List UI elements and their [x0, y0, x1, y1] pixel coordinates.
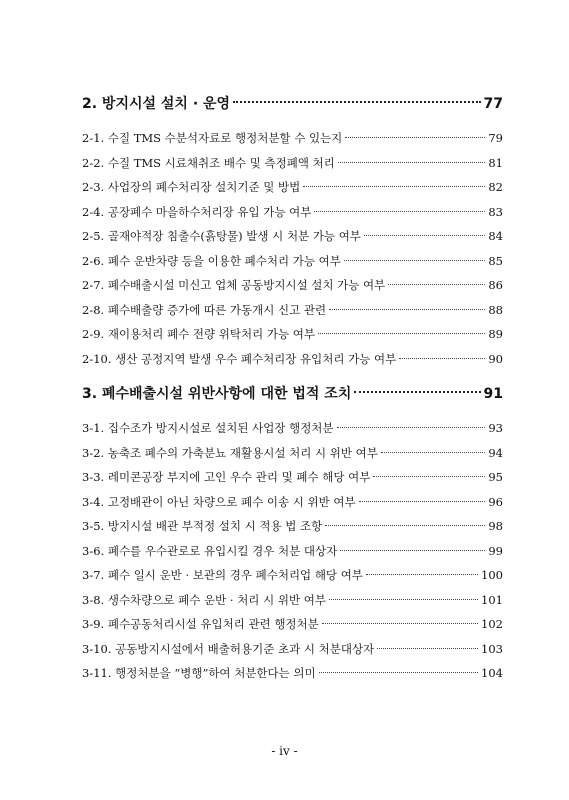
toc-item-list	[82, 126, 503, 371]
toc-item-page: 103	[481, 641, 503, 656]
dot-leader	[318, 333, 485, 334]
dot-leader	[340, 550, 485, 551]
toc-item-page: 81	[488, 155, 503, 170]
toc-item-page: 98	[488, 519, 503, 533]
toc-item-label: 3-8. 생수차량으로 폐수 운반 · 처리 시 위반 여부	[82, 592, 326, 607]
toc-item	[82, 175, 503, 200]
toc-item-list	[82, 416, 503, 686]
toc-item-label: 3-11. 행정처분을 “병행”하여 처분한다는 의미	[82, 666, 316, 680]
toc-item-label: 2-4. 공장폐수 마을하수처리장 유입 가능 여부	[82, 204, 312, 219]
dot-leader	[344, 260, 486, 261]
toc-item	[82, 661, 503, 686]
section-heading-page: 77	[483, 96, 503, 112]
dot-leader	[329, 599, 478, 600]
dot-leader	[364, 235, 485, 236]
section-heading-label: 3. 폐수배출시설 위반사항에 대한 법적 조치	[82, 386, 352, 402]
toc-item-label: 2-3. 사업장의 폐수처리장 설치기준 및 방법	[82, 180, 301, 194]
toc-item	[82, 347, 503, 372]
toc-item-label: 2-2. 수질 TMS 시료채취조 배수 및 측정폐액 처리	[82, 155, 335, 170]
toc-item	[82, 514, 503, 539]
toc-item-label: 3-2. 농축조 폐수의 가축분뇨 재활용시설 처리 시 위반 여부	[82, 445, 378, 460]
toc-item-label: 2-7. 폐수배출시설 미신고 업체 공동방지시설 설치 가능 여부	[82, 278, 386, 292]
toc-item	[82, 441, 503, 466]
toc-item	[82, 249, 503, 274]
toc-item	[82, 637, 503, 662]
toc-item	[82, 612, 503, 637]
dot-leader	[314, 211, 485, 212]
toc-item	[82, 416, 503, 441]
toc-item	[82, 490, 503, 515]
toc-item-label: 3-6. 폐수를 우수관로로 유입시킬 경우 처분 대상자	[82, 543, 338, 558]
toc-item-page: 99	[488, 543, 503, 558]
page-footer	[0, 744, 569, 758]
dot-leader	[338, 162, 486, 163]
toc-item	[82, 273, 503, 298]
toc-item	[82, 465, 503, 490]
toc-item-label: 2-6. 폐수 운반차량 등을 이용한 폐수처리 가능 여부	[82, 253, 341, 268]
toc-item-page: 83	[488, 204, 503, 219]
toc-item-page: 95	[488, 470, 503, 484]
toc-item	[82, 151, 503, 176]
toc-item-page: 89	[488, 327, 503, 341]
dot-leader	[303, 186, 485, 187]
section-heading	[82, 382, 503, 406]
toc-item-page: 102	[481, 617, 503, 631]
toc-item-page: 104	[481, 666, 503, 680]
toc-item-page: 96	[488, 494, 503, 509]
toc-item-page: 101	[481, 592, 503, 607]
toc-item	[82, 298, 503, 323]
dot-leader	[345, 137, 485, 138]
dot-leader	[359, 501, 486, 502]
toc-section-2	[82, 92, 503, 371]
toc-item-page: 79	[488, 131, 503, 145]
toc-section-3	[82, 382, 503, 686]
dot-leader	[329, 309, 485, 310]
page-number-label: - iv -	[271, 744, 298, 758]
toc-item-label: 3-7. 폐수 일시 운반 · 보관의 경우 폐수처리업 해당 여부	[82, 568, 363, 582]
toc-item	[82, 539, 503, 564]
toc-item-label: 3-5. 방지시설 배관 부적정 설치 시 적용 법 조항	[82, 519, 323, 533]
toc-item-page: 82	[488, 180, 503, 194]
toc-item-label: 3-9. 폐수공동처리시설 유입처리 관련 행정처분	[82, 617, 319, 631]
toc-item-label: 3-3. 레미콘공장 부지에 고인 우수 관리 및 폐수 해당 여부	[82, 470, 371, 484]
dot-leader	[337, 427, 486, 428]
dot-leader	[366, 574, 478, 575]
toc-item-label: 2-9. 재이용처리 폐수 전량 위탁처리 가능 여부	[82, 327, 315, 341]
toc-item-page: 84	[488, 229, 503, 243]
toc-item-page: 88	[488, 302, 503, 317]
toc-item	[82, 126, 503, 151]
toc-item-label: 2-5. 골재야적장 침출수(흙탕물) 발생 시 처분 가능 여부	[82, 229, 361, 243]
section-heading-page: 91	[483, 386, 503, 402]
toc-item-label: 3-1. 집수조가 방지시설로 설치된 사업장 행정처분	[82, 421, 334, 435]
dot-leader	[381, 452, 486, 453]
toc-item-page: 94	[488, 445, 503, 460]
dot-leader	[373, 476, 485, 477]
dot-leader	[322, 623, 478, 624]
toc-item-page: 85	[488, 253, 503, 268]
toc-item-label: 3-10. 공동방지시설에서 배출허용기준 초과 시 처분대상자	[82, 641, 375, 656]
dot-leader	[354, 391, 480, 393]
toc-item-label: 2-10. 생산 공정지역 발생 우수 폐수처리장 유입처리 가능 여부	[82, 351, 397, 366]
dot-leader	[319, 672, 478, 673]
section-heading	[82, 92, 503, 116]
toc-item-label: 2-8. 폐수배출량 증가에 따른 가동개시 신고 관련	[82, 302, 327, 317]
dot-leader	[233, 101, 480, 103]
dot-leader	[388, 284, 485, 285]
dot-leader	[377, 648, 478, 649]
dot-leader	[399, 358, 485, 359]
toc-item-label: 2-1. 수질 TMS 수분석자료로 행정처분할 수 있는지	[82, 131, 343, 145]
toc-item	[82, 588, 503, 613]
toc-item	[82, 200, 503, 225]
toc-item	[82, 322, 503, 347]
dot-leader	[325, 525, 485, 526]
section-heading-label: 2. 방지시설 설치 · 운영	[82, 96, 231, 112]
toc-item	[82, 563, 503, 588]
toc-item-label: 3-4. 고정배관이 아닌 차량으로 폐수 이송 시 위반 여부	[82, 494, 356, 509]
toc-item-page: 90	[488, 351, 503, 366]
toc-item-page: 100	[481, 568, 503, 582]
toc-item	[82, 224, 503, 249]
toc-item-page: 86	[488, 278, 503, 292]
toc-item-page: 93	[488, 421, 503, 435]
